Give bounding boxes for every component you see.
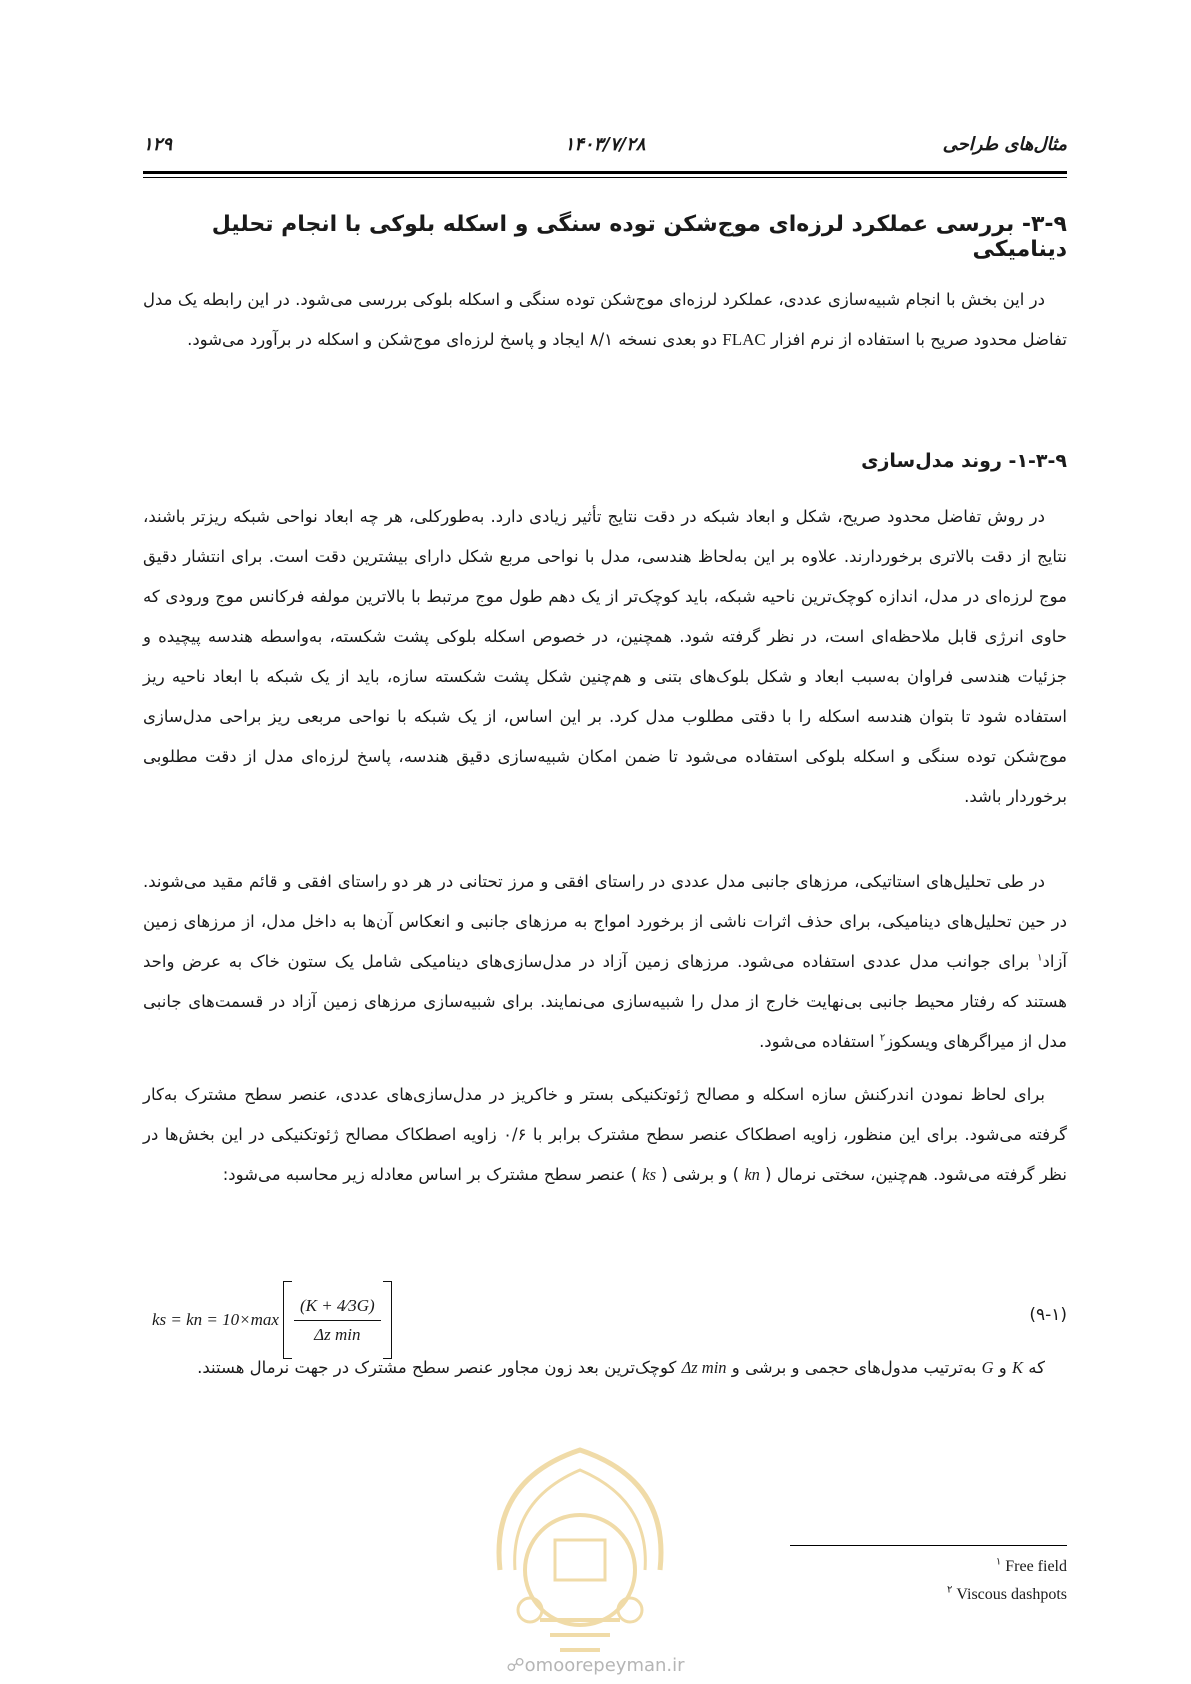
- intro-paragraph: [143, 280, 1067, 360]
- interface-text-2: ) و برشی (: [656, 1165, 745, 1184]
- ks-symbol: ks: [642, 1165, 656, 1184]
- boundary-text-2: برای جوانب مدل عددی استفاده می‌شود. مرزهای زمین آزاد در مدل‌سازی‌های دینامیکی شامل یک ستون خاک به عرض واحد هستند که رفتار محیط جانبی بی‌نهایت خارج از مدل را شبیه‌سازی می‌نمایند. برای شبیه‌سازی مرزهای زمین آزاد در قسمت‌های جانبی مدل از میراگرهای ویسکوز: [143, 952, 1067, 1051]
- interface-text-1: برای لحاظ نمودن اندرکنش سازه اسکله و مصالح ژئوتکنیکی بستر و خاکریز در مدل‌سازی‌های عددی، عنصر سطح مشترک به‌کار گرفته می‌شود. برای این منظور، زاویه اصطکاک عنصر سطح مشترک برابر با ۰/۶ زاویه اصطکاک مصالح ژئوتکنیکی در این بخش‌ها در نظر گرفته می‌شود. هم‌چنین، سختی نرمال (: [143, 1085, 1068, 1184]
- boundary-text-1: در طی تحلیل‌های استاتیکی، مرزهای جانبی مدل عددی در راستای افقی و مرز تحتانی در هر دو راستای افقی و قائم مقید می‌شوند. در حین تحلیل‌های دینامیکی، برای حذف اثرات ناشی از برخورد امواج به مرزهای جانبی و انعکاس آن‌ها به داخل مدل، از مرزهای زمین آزاد: [143, 872, 1067, 971]
- variables-paragraph: [143, 1348, 1067, 1388]
- boundary-text-3: استفاده می‌شود.: [759, 1032, 880, 1051]
- interface-paragraph: [143, 1075, 1067, 1195]
- K-symbol: K: [1012, 1358, 1024, 1377]
- footnote-rule: [790, 1545, 1067, 1546]
- variables-text-4: کوچک‌ترین بعد زون مجاور عنصر سطح مشترک در جهت نرمال هستند.: [197, 1358, 682, 1377]
- intro-text-1: در این بخش با انجام شبیه‌سازی عددی، عملکرد لرزه‌ای موج‌شکن توده سنگی و اسکله بلوکی بررسی می‌شود. در این رابطه یک مدل تفاضل محدود صریح با استفاده از نرم افزار: [143, 290, 1067, 349]
- software-name: FLAC: [722, 330, 766, 349]
- equation-numerator: (K + 4⁄3G): [294, 1296, 381, 1321]
- section-title: ۳-۹- بررسی عملکرد لرزه‌ای موج‌شکن توده سنگی و اسکله بلوکی با انجام تحلیل دینامیکی: [211, 212, 1067, 262]
- variables-text-1: که: [1023, 1358, 1045, 1377]
- footnote-2: [790, 1586, 1067, 1604]
- page-number: ۱۲۹: [143, 134, 173, 155]
- interface-text-3: ) عنصر سطح مشترک بر اساس معادله زیر محاسبه می‌شود:: [222, 1165, 643, 1184]
- watermark-url: ☍omoorepeyman.ir: [506, 1655, 685, 1676]
- equation-number: (۹-۱): [1029, 1305, 1067, 1325]
- footnote-ref-1[interactable]: ۱: [1037, 952, 1043, 964]
- footnote-text-1: Free field: [1005, 1558, 1067, 1575]
- modeling-paragraph: در روش تفاضل محدود صریح، شکل و ابعاد شبکه در دقت نتایج تأثیر زیادی دارد. به‌طورکلی، هر چه ابعاد نواحی شبکه ریزتر باشند، نتایج از دقت بالاتری برخوردارند. علاوه بر این به‌لحاظ هندسی، مدل با نواحی مربع شکل دارای بیشترین دقت است. برای انتشار دقیق موج لرزه‌ای در مدل، اندازه کوچک‌ترین ناحیه شبکه، باید کوچک‌تر از یک دهم طول موج مرتبط با بالاترین مولفه فرکانس موج ورودی که حاوی انرژی قابل ملاحظه‌ای است، در نظر گرفته شود. همچنین، در خصوص اسکله بلوکی پشت شکسته، به‌واسطه هندسه پیچیده و جزئیات هندسی فراوان به‌سبب ابعاد و شکل بلوک‌های بتنی و هم‌چنین شکل پشت شکسته سازه، باید از یک شبکه با ابعاد ناحیه ریز استفاده شود تا بتوان هندسه اسکله را با دقتی مطلوب مدل کرد. بر این اساس، از یک شبکه با نواحی مربعی ریز براحی مدل‌سازی موج‌شکن توده سنگی و اسکله بلوکی استفاده می‌شود تا ضمن امکان شبیه‌سازی دقیق هندسه، پاسخ لرزه‌ای مدل از دقت مطلوبی برخوردار باشد.: [143, 507, 1067, 806]
- page-header: [143, 134, 1067, 162]
- header-date: ۱۴۰۳/۷/۲۸: [564, 134, 646, 155]
- footnote-ref-2[interactable]: ۲: [879, 1032, 886, 1044]
- header-rule-thick: [143, 171, 1067, 174]
- footnote-text-2: Viscous dashpots: [956, 1586, 1067, 1603]
- watermark-url-text: omoorepeyman.ir: [524, 1655, 685, 1676]
- equation-lhs: ks = kn = 10×max: [152, 1310, 279, 1329]
- variables-text-3: به‌ترتیب مدول‌های حجمی و برشی و: [726, 1358, 982, 1377]
- equation-denominator: Δz min: [314, 1324, 361, 1344]
- kn-symbol: kn: [744, 1165, 760, 1184]
- header-title: مثال‌های طراحی: [942, 134, 1067, 155]
- footnote-mark-1: ۱: [995, 1556, 1002, 1568]
- footnote-1: [790, 1558, 1067, 1576]
- footnote-mark-2: ۲: [947, 1584, 953, 1596]
- header-rule-thin: [143, 177, 1067, 178]
- watermark-logo-icon: [470, 1420, 690, 1660]
- dz-symbol: Δz min: [681, 1358, 727, 1377]
- subsection-title: ۱-۳-۹- روند مدل‌سازی: [861, 450, 1067, 472]
- intro-text-2: دو بعدی نسخه ۸/۱ ایجاد و پاسخ لرزه‌ای موج‌شکن و اسکله در برآورد می‌شود.: [187, 330, 723, 349]
- G-symbol: G: [981, 1358, 994, 1377]
- variables-text-2: و: [993, 1358, 1013, 1377]
- equation-fraction: [294, 1296, 381, 1345]
- boundary-paragraph: [143, 862, 1067, 1062]
